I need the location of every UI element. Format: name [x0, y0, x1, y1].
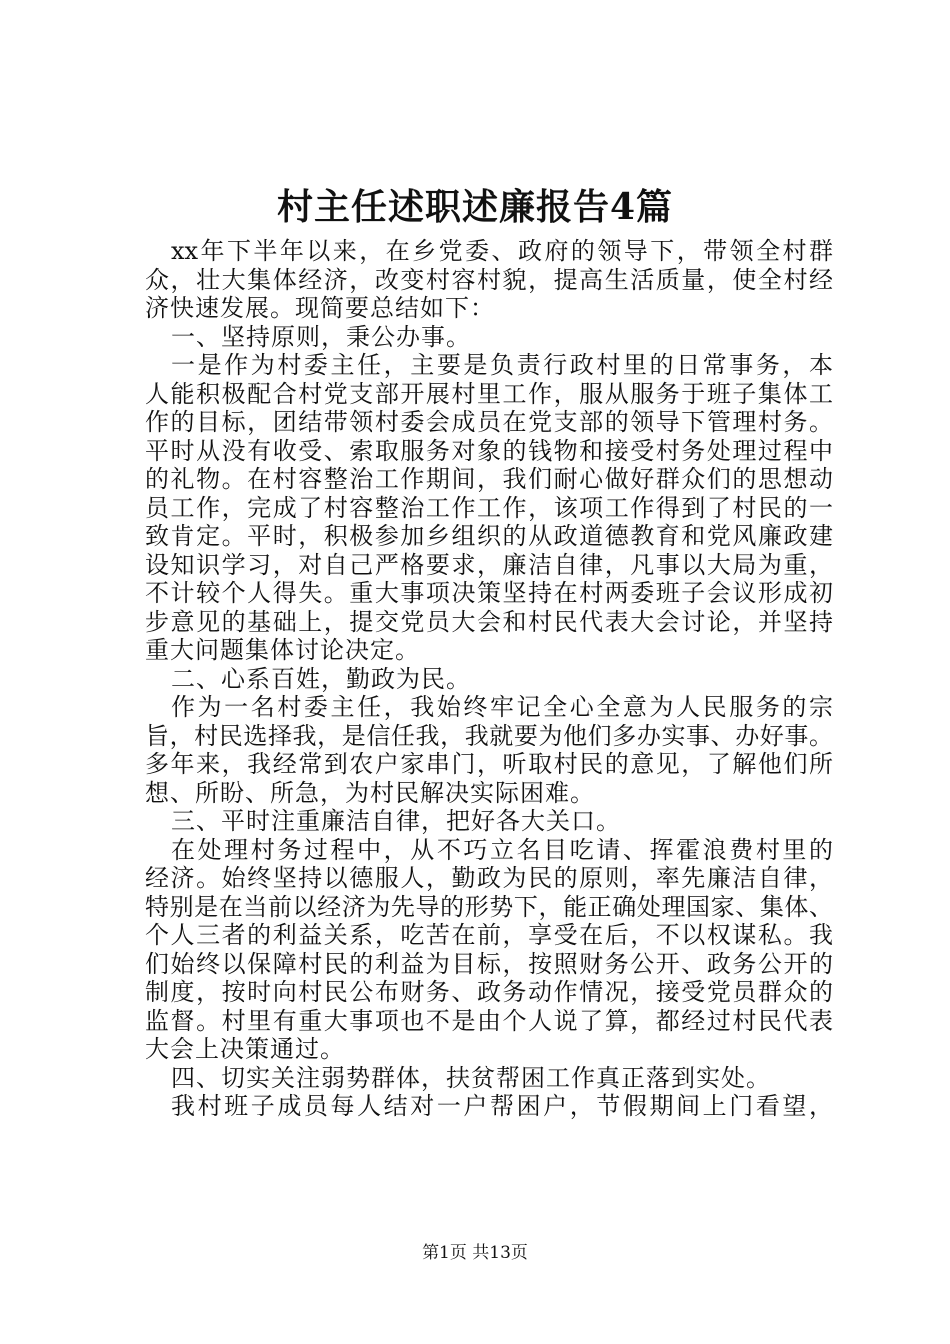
- paragraph-line: 的礼物。在村容整治工作期间，我们耐心做好群众们的思想动: [145, 465, 833, 493]
- paragraph-line: 人能积极配合村党支部开展村里工作，服从服务于班子集体工: [145, 379, 833, 408]
- document-body: [145, 237, 833, 1121]
- paragraph-first-line: xx年下半年以来，在乡党委、政府的领导下，带领全村群: [171, 237, 833, 265]
- paragraph-line: 多年来，我经常到农户家串门，听取村民的意见，了解他们所: [145, 750, 833, 778]
- paragraph-line: 众，壮大集体经济，改变村容村貌，提高生活质量，使全村经: [145, 265, 833, 294]
- paragraph-line: 致肯定。平时，积极参加乡组织的从政道德教育和党风廉政建: [145, 522, 833, 550]
- paragraph-line: 经济。始终坚持以德服人，勤政为民的原则，率先廉洁自律，: [145, 864, 833, 892]
- paragraph-line: 设知识学习，对自己严格要求，廉洁自律，凡事以大局为重，: [145, 550, 833, 579]
- document-title: 村主任述职述廉报告4篇: [276, 186, 674, 228]
- paragraph-first-line: 我村班子成员每人结对一户帮困户，节假期间上门看望，: [171, 1092, 833, 1120]
- paragraph-line: 重大问题集体讨论决定。: [145, 636, 420, 664]
- paragraph-line: 想、所盼、所急，为村民解决实际困难。: [145, 778, 595, 807]
- paragraph-first-line: 在处理村务过程中，从不巧立名目吃请、挥霍浪费村里的: [171, 835, 833, 864]
- paragraph-line: 特别是在当前以经济为先导的形势下，能正确处理国家、集体、: [145, 892, 833, 921]
- paragraph-first-line: 一、坚持原则，秉公办事。: [171, 322, 471, 351]
- paragraph-line: 旨，村民选择我，是信任我，我就要为他们多办实事、办好事。: [145, 721, 833, 750]
- paragraph-line: 个人三者的利益关系，吃苦在前，享受在后，不以权谋私。我: [145, 921, 833, 949]
- paragraph-line: 步意见的基础上，提交党员大会和村民代表大会讨论，并坚持: [145, 607, 833, 636]
- paragraph-line: 大会上决策通过。: [145, 1035, 345, 1063]
- paragraph-line: 平时从没有收受、索取服务对象的钱物和接受村务处理过程中: [145, 436, 833, 465]
- paragraph-line: 制度，按时向村民公布财务、政务动作情况，接受党员群众的: [145, 978, 833, 1006]
- paragraph-line: 不计较个人得失。重大事项决策坚持在村两委班子会议形成初: [145, 579, 833, 607]
- paragraph-line: 监督。村里有重大事项也不是由个人说了算，都经过村民代表: [145, 1006, 833, 1035]
- paragraph-first-line: 一是作为村委主任，主要是负责行政村里的日常事务，本: [171, 351, 833, 379]
- paragraph-line: 员工作，完成了村容整治工作工作，该项工作得到了村民的一: [145, 493, 833, 522]
- paragraph-line: 作的目标，团结带领村委会成员在党支部的领导下管理村务。: [145, 408, 833, 436]
- paragraph-first-line: 作为一名村委主任，我始终牢记全心全意为人民服务的宗: [171, 693, 833, 721]
- paragraph-first-line: 二、心系百姓，勤政为民。: [171, 664, 471, 693]
- paragraph-line: 们始终以保障村民的利益为目标，按照财务公开、政务公开的: [145, 949, 833, 978]
- paragraph-first-line: 三、平时注重廉洁自律，把好各大关口。: [171, 807, 621, 835]
- paragraph-line: 济快速发展。现简要总结如下：: [145, 294, 495, 322]
- page-footer: 第1页 共13页: [422, 1243, 528, 1263]
- paragraph-first-line: 四、切实关注弱势群体，扶贫帮困工作真正落到实处。: [171, 1063, 771, 1092]
